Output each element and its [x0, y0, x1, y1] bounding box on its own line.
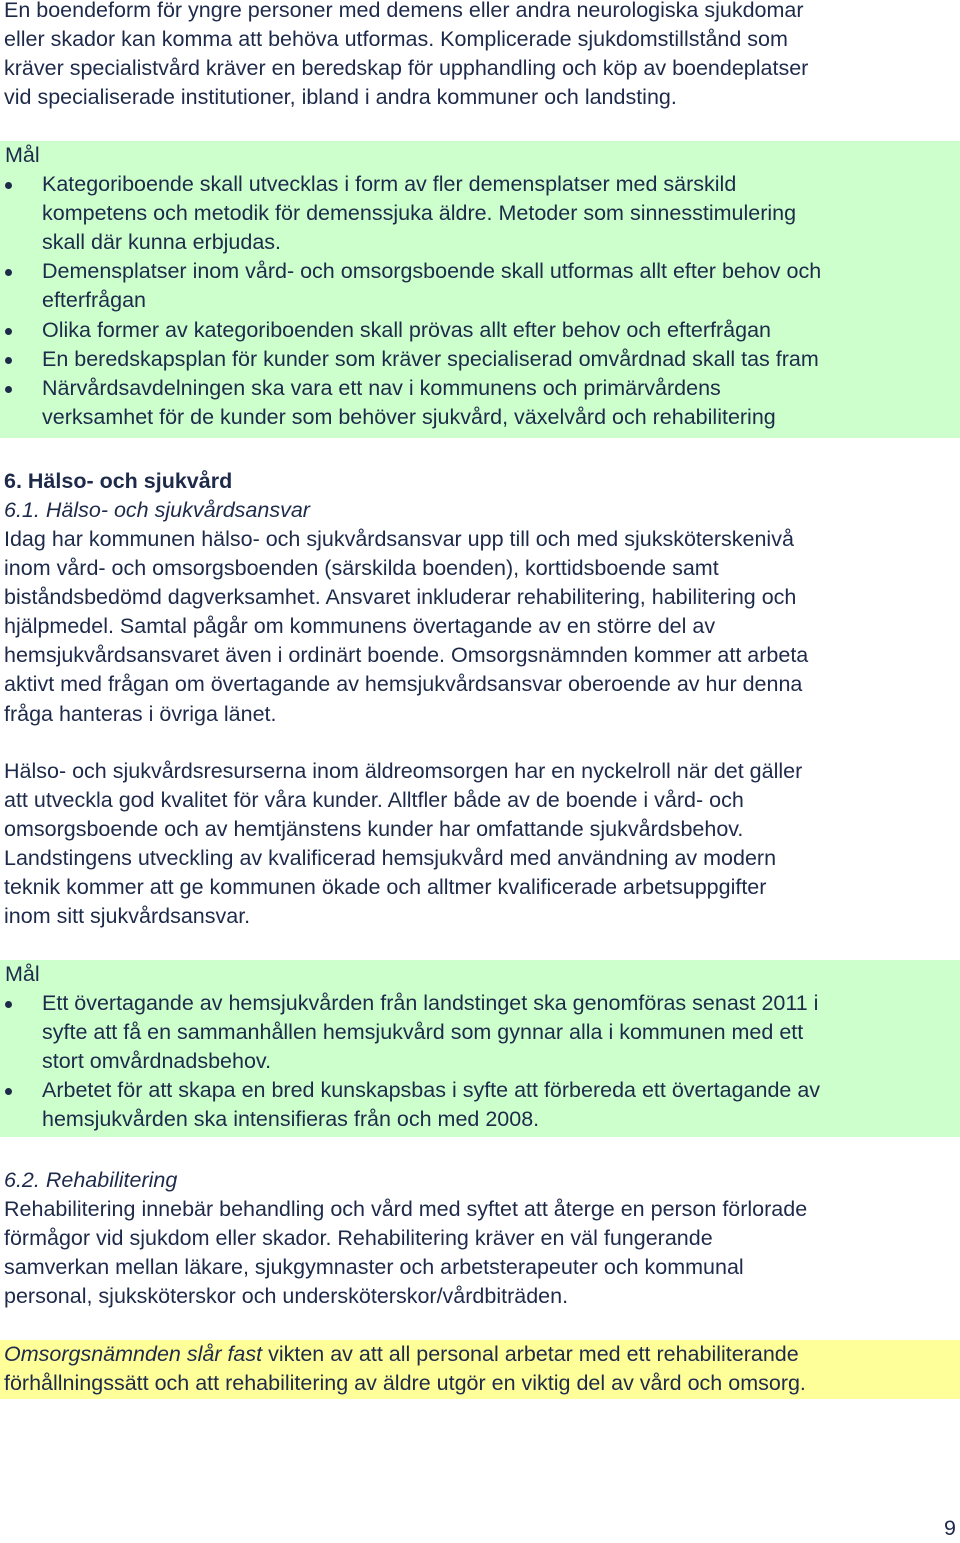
text-line: hjälpmedel. Samtal pågår om kommunens övertagande av en större del av [4, 614, 716, 639]
goal-item [0, 170, 960, 257]
text-line: Landstingens utveckling av kvalificerad hemsjukvård med användning av modern [4, 846, 777, 871]
subsection-number: 6.1. [4, 498, 40, 522]
text-line: inom sitt sjukvårdsansvar. [4, 904, 251, 929]
text-line: Demensplatser inom vård- och omsorgsboende skall utformas allt efter behov och [42, 259, 822, 284]
subsection-heading [4, 496, 310, 525]
text-line: förhållningssätt och att rehabilitering av äldre utgör en viktig del av vård och omsorg. [4, 1371, 806, 1396]
text-line: Idag har kommunen hälso- och sjukvårdsansvar upp till och med sjuksköterskenivå [4, 527, 794, 551]
goal-item [0, 257, 960, 315]
text-line: kompetens och metodik för demenssjuka äldre. Metoder som sinnesstimulering [42, 201, 797, 226]
goals-box-1 [0, 141, 960, 438]
text-line: aktivt med frågan om övertagande av hemsjukvårdsansvar oberoende av hur denna [4, 672, 803, 697]
goals-list [0, 170, 960, 432]
decision-box [0, 1340, 960, 1399]
paragraph [4, 1195, 956, 1311]
goal-item [0, 1076, 960, 1134]
goals-heading: Mål [5, 962, 40, 986]
subsection-title: Hälso- och sjukvårdsansvar [45, 498, 310, 522]
text-line [0, 1340, 960, 1369]
text-line: Arbetet för att skapa en bred kunskapsbas i syfte att förbereda ett övertagande av [42, 1078, 821, 1103]
text-line: Kategoriboende skall utvecklas i form av fler demensplatser med särskild [42, 172, 737, 197]
decision-text: vikten av att all personal arbetar med ett rehabiliterande [262, 1342, 799, 1366]
subsection-heading [4, 1166, 177, 1195]
text-line: En beredskapsplan för kunder som kräver specialiserad omvårdnad skall tas fram [42, 346, 819, 371]
text-line: stort omvårdnadsbehov. [42, 1049, 272, 1074]
goal-item [0, 316, 960, 345]
bullet-icon [5, 182, 12, 189]
text-line: Ett övertagande av hemsjukvården från landstinget ska genomföras senast 2011 i [42, 991, 819, 1016]
text-line: verksamhet för de kunder som behöver sjukvård, växelvård och rehabilitering [42, 404, 776, 429]
goals-box-2 [0, 960, 960, 1137]
paragraph [4, 757, 956, 932]
section-heading: 6. Hälso- och sjukvård [4, 469, 233, 493]
goals-heading: Mål [5, 143, 40, 167]
subsection-title: Rehabilitering [45, 1168, 178, 1192]
text-line: efterfrågan [42, 288, 146, 313]
text-line: Hälso- och sjukvårdsresurserna inom äldreomsorgen har en nyckelroll när det gäller [4, 759, 803, 783]
text-line: att utveckla god kvalitet för våra kunder. Alltfler både av de boende i vård- och [4, 788, 744, 813]
text-line: inom vård- och omsorgsboenden (särskilda boenden), korttidsboende samt [4, 556, 719, 581]
text-line: personal, sjuksköterskor och undersköterskor/vårdbiträden. [4, 1284, 569, 1309]
text-line: Olika former av kategoriboenden skall prövas allt efter behov och efterfrågan [42, 317, 772, 342]
bullet-icon [5, 328, 12, 335]
text-line: skall där kunna erbjudas. [42, 230, 282, 255]
goal-item [0, 989, 960, 1076]
intro-paragraph [4, 0, 956, 112]
text-line: fråga hanteras i övriga länet. [4, 701, 277, 726]
text-line: vid specialiserade institutioner, ibland i andra kommuner och landsting. [4, 85, 677, 110]
text-line: samverkan mellan läkare, sjukgymnaster och arbetsterapeuter och kommunal [4, 1255, 744, 1280]
subsection-number: 6.2. [4, 1168, 40, 1192]
text-line: kräver specialistvård kräver en beredskap för upphandling och köp av boendeplatser [4, 56, 809, 81]
text-line: förmågor vid sjukdom eller skador. Rehabilitering kräver en väl fungerande [4, 1226, 713, 1251]
goals-list [0, 989, 960, 1134]
text-line: teknik kommer att ge kommunen ökade och alltmer kvalificerade arbetsuppgifter [4, 875, 767, 900]
text-line: hemsjukvårdsansvaret även i ordinärt boende. Omsorgsnämnden kommer att arbeta [4, 643, 809, 668]
text-line: biståndsbedömd dagverksamhet. Ansvaret inkluderar rehabilitering, habilitering och [4, 585, 797, 610]
text-line: En boendeform för yngre personer med demens eller andra neurologiska sjukdomar [4, 0, 804, 22]
goal-item [0, 374, 960, 432]
text-line: Rehabilitering innebär behandling och vård med syftet att återge en person förlorade [4, 1197, 808, 1221]
bullet-icon [5, 357, 12, 364]
bullet-icon [5, 386, 12, 393]
bullet-icon [5, 1088, 12, 1095]
goal-item [0, 345, 960, 374]
bullet-icon [5, 1001, 12, 1008]
text-line: eller skador kan komma att behöva utformas. Komplicerade sjukdomstillstånd som [4, 27, 788, 52]
paragraph [4, 525, 956, 729]
bullet-icon [5, 269, 12, 276]
decision-lead: Omsorgsnämnden slår fast [4, 1342, 263, 1366]
text-line: Närvårdsavdelningen ska vara ett nav i kommunens och primärvårdens [42, 375, 721, 400]
text-line: omsorgsboende och av hemtjänstens kunder har omfattande sjukvårdsbehov. [4, 817, 744, 842]
text-line: hemsjukvården ska intensifieras från och med 2008. [42, 1107, 540, 1132]
text-line: syfte att få en sammanhållen hemsjukvård som gynnar alla i kommunen med ett [42, 1020, 804, 1045]
